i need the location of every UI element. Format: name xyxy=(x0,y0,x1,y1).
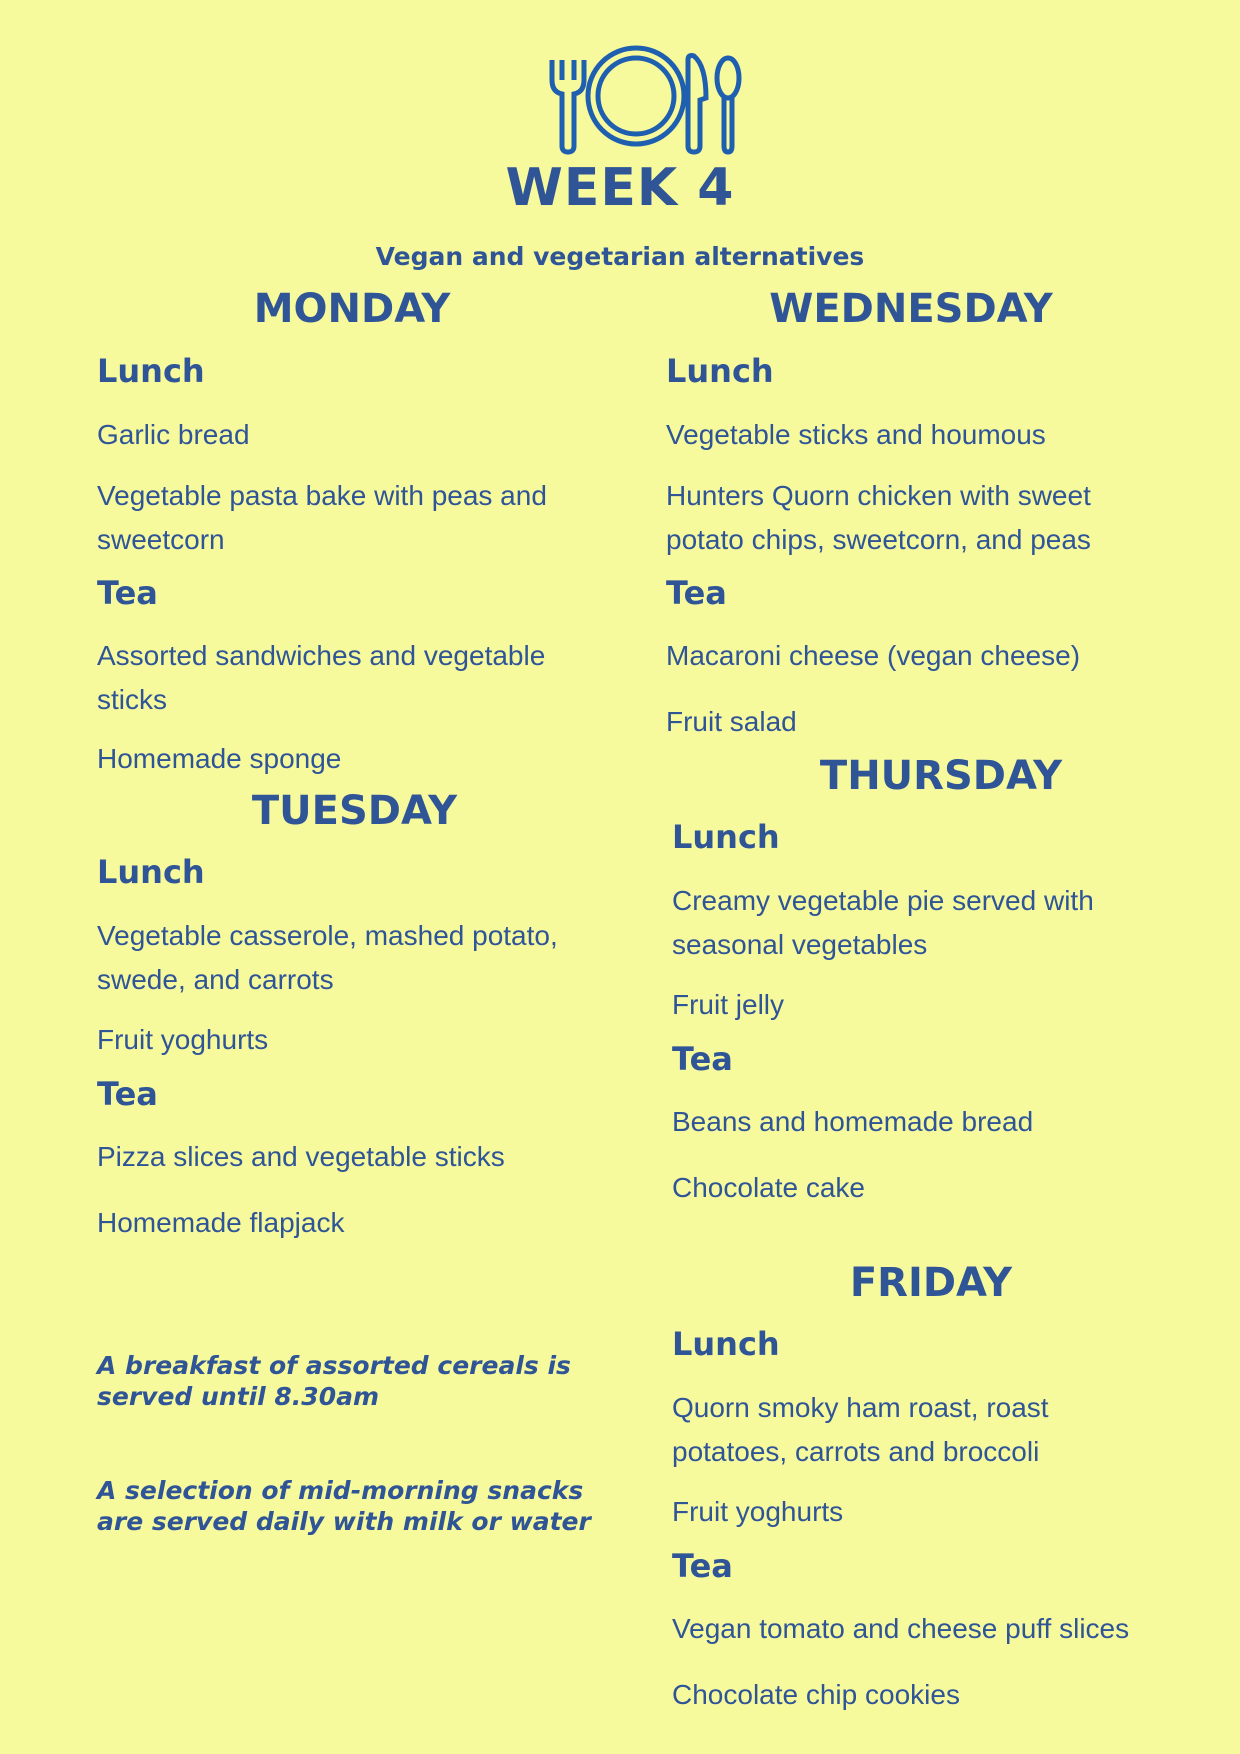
day-heading-wednesday: WEDNESDAY xyxy=(769,286,1053,332)
meal-label-lunch: Lunch xyxy=(97,352,205,390)
meal-label-lunch: Lunch xyxy=(672,1325,780,1363)
menu-item: Assorted sandwiches and vegetable sticks xyxy=(97,640,546,715)
breakfast-note: A breakfast of assorted cereals is served until 8.30am xyxy=(97,1351,571,1411)
meal-label-tea: Tea xyxy=(672,1040,733,1078)
menu-item: Quorn smoky ham roast, roast potatoes, carrots and broccoli xyxy=(672,1392,1049,1467)
menu-item: Fruit jelly xyxy=(672,989,785,1020)
day-heading-tuesday: TUESDAY xyxy=(251,788,458,834)
day-heading-friday: FRIDAY xyxy=(849,1260,1013,1306)
menu-item: Fruit salad xyxy=(666,706,797,737)
menu-item: Chocolate chip cookies xyxy=(672,1679,960,1710)
meal-label-tea: Tea xyxy=(97,1075,158,1113)
day-heading-thursday: THURSDAY xyxy=(819,753,1063,799)
page-subtitle: Vegan and vegetarian alternatives xyxy=(375,242,865,271)
menu-item: Vegetable casserole, mashed potato, swede, and carrots xyxy=(97,920,558,995)
menu-item: Pizza slices and vegetable sticks xyxy=(97,1141,505,1172)
meal-label-lunch: Lunch xyxy=(666,352,774,390)
meal-label-tea: Tea xyxy=(97,574,158,612)
menu-item: Vegetable pasta bake with peas and sweetcorn xyxy=(97,480,547,555)
menu-item: Garlic bread xyxy=(97,419,250,450)
menu-item: Creamy vegetable pie served with seasonal vegetables xyxy=(672,885,1094,960)
menu-item: Beans and homemade bread xyxy=(672,1106,1034,1137)
menu-item: Homemade sponge xyxy=(97,743,342,774)
menu-item: Fruit yoghurts xyxy=(97,1024,269,1055)
menu-item: Fruit yoghurts xyxy=(672,1496,844,1527)
menu-item: Homemade flapjack xyxy=(97,1207,345,1238)
menu-item: Vegetable sticks and houmous xyxy=(666,419,1046,450)
menu-item: Macaroni cheese (vegan cheese) xyxy=(666,640,1081,671)
menu-item: Vegan tomato and cheese puff slices xyxy=(672,1613,1130,1644)
page-title: WEEK 4 xyxy=(505,158,735,218)
day-heading-monday: MONDAY xyxy=(253,286,451,332)
meal-label-tea: Tea xyxy=(666,574,727,612)
meal-label-tea: Tea xyxy=(672,1547,733,1585)
plate-cutlery-icon xyxy=(548,38,748,156)
meal-label-lunch: Lunch xyxy=(672,818,780,856)
menu-item: Chocolate cake xyxy=(672,1172,866,1203)
meal-label-lunch: Lunch xyxy=(97,853,205,891)
menu-item: Hunters Quorn chicken with sweet potato chips, sweetcorn, and peas xyxy=(666,480,1091,555)
snacks-note: A selection of mid-morning snacks are served daily with milk or water xyxy=(97,1476,591,1536)
